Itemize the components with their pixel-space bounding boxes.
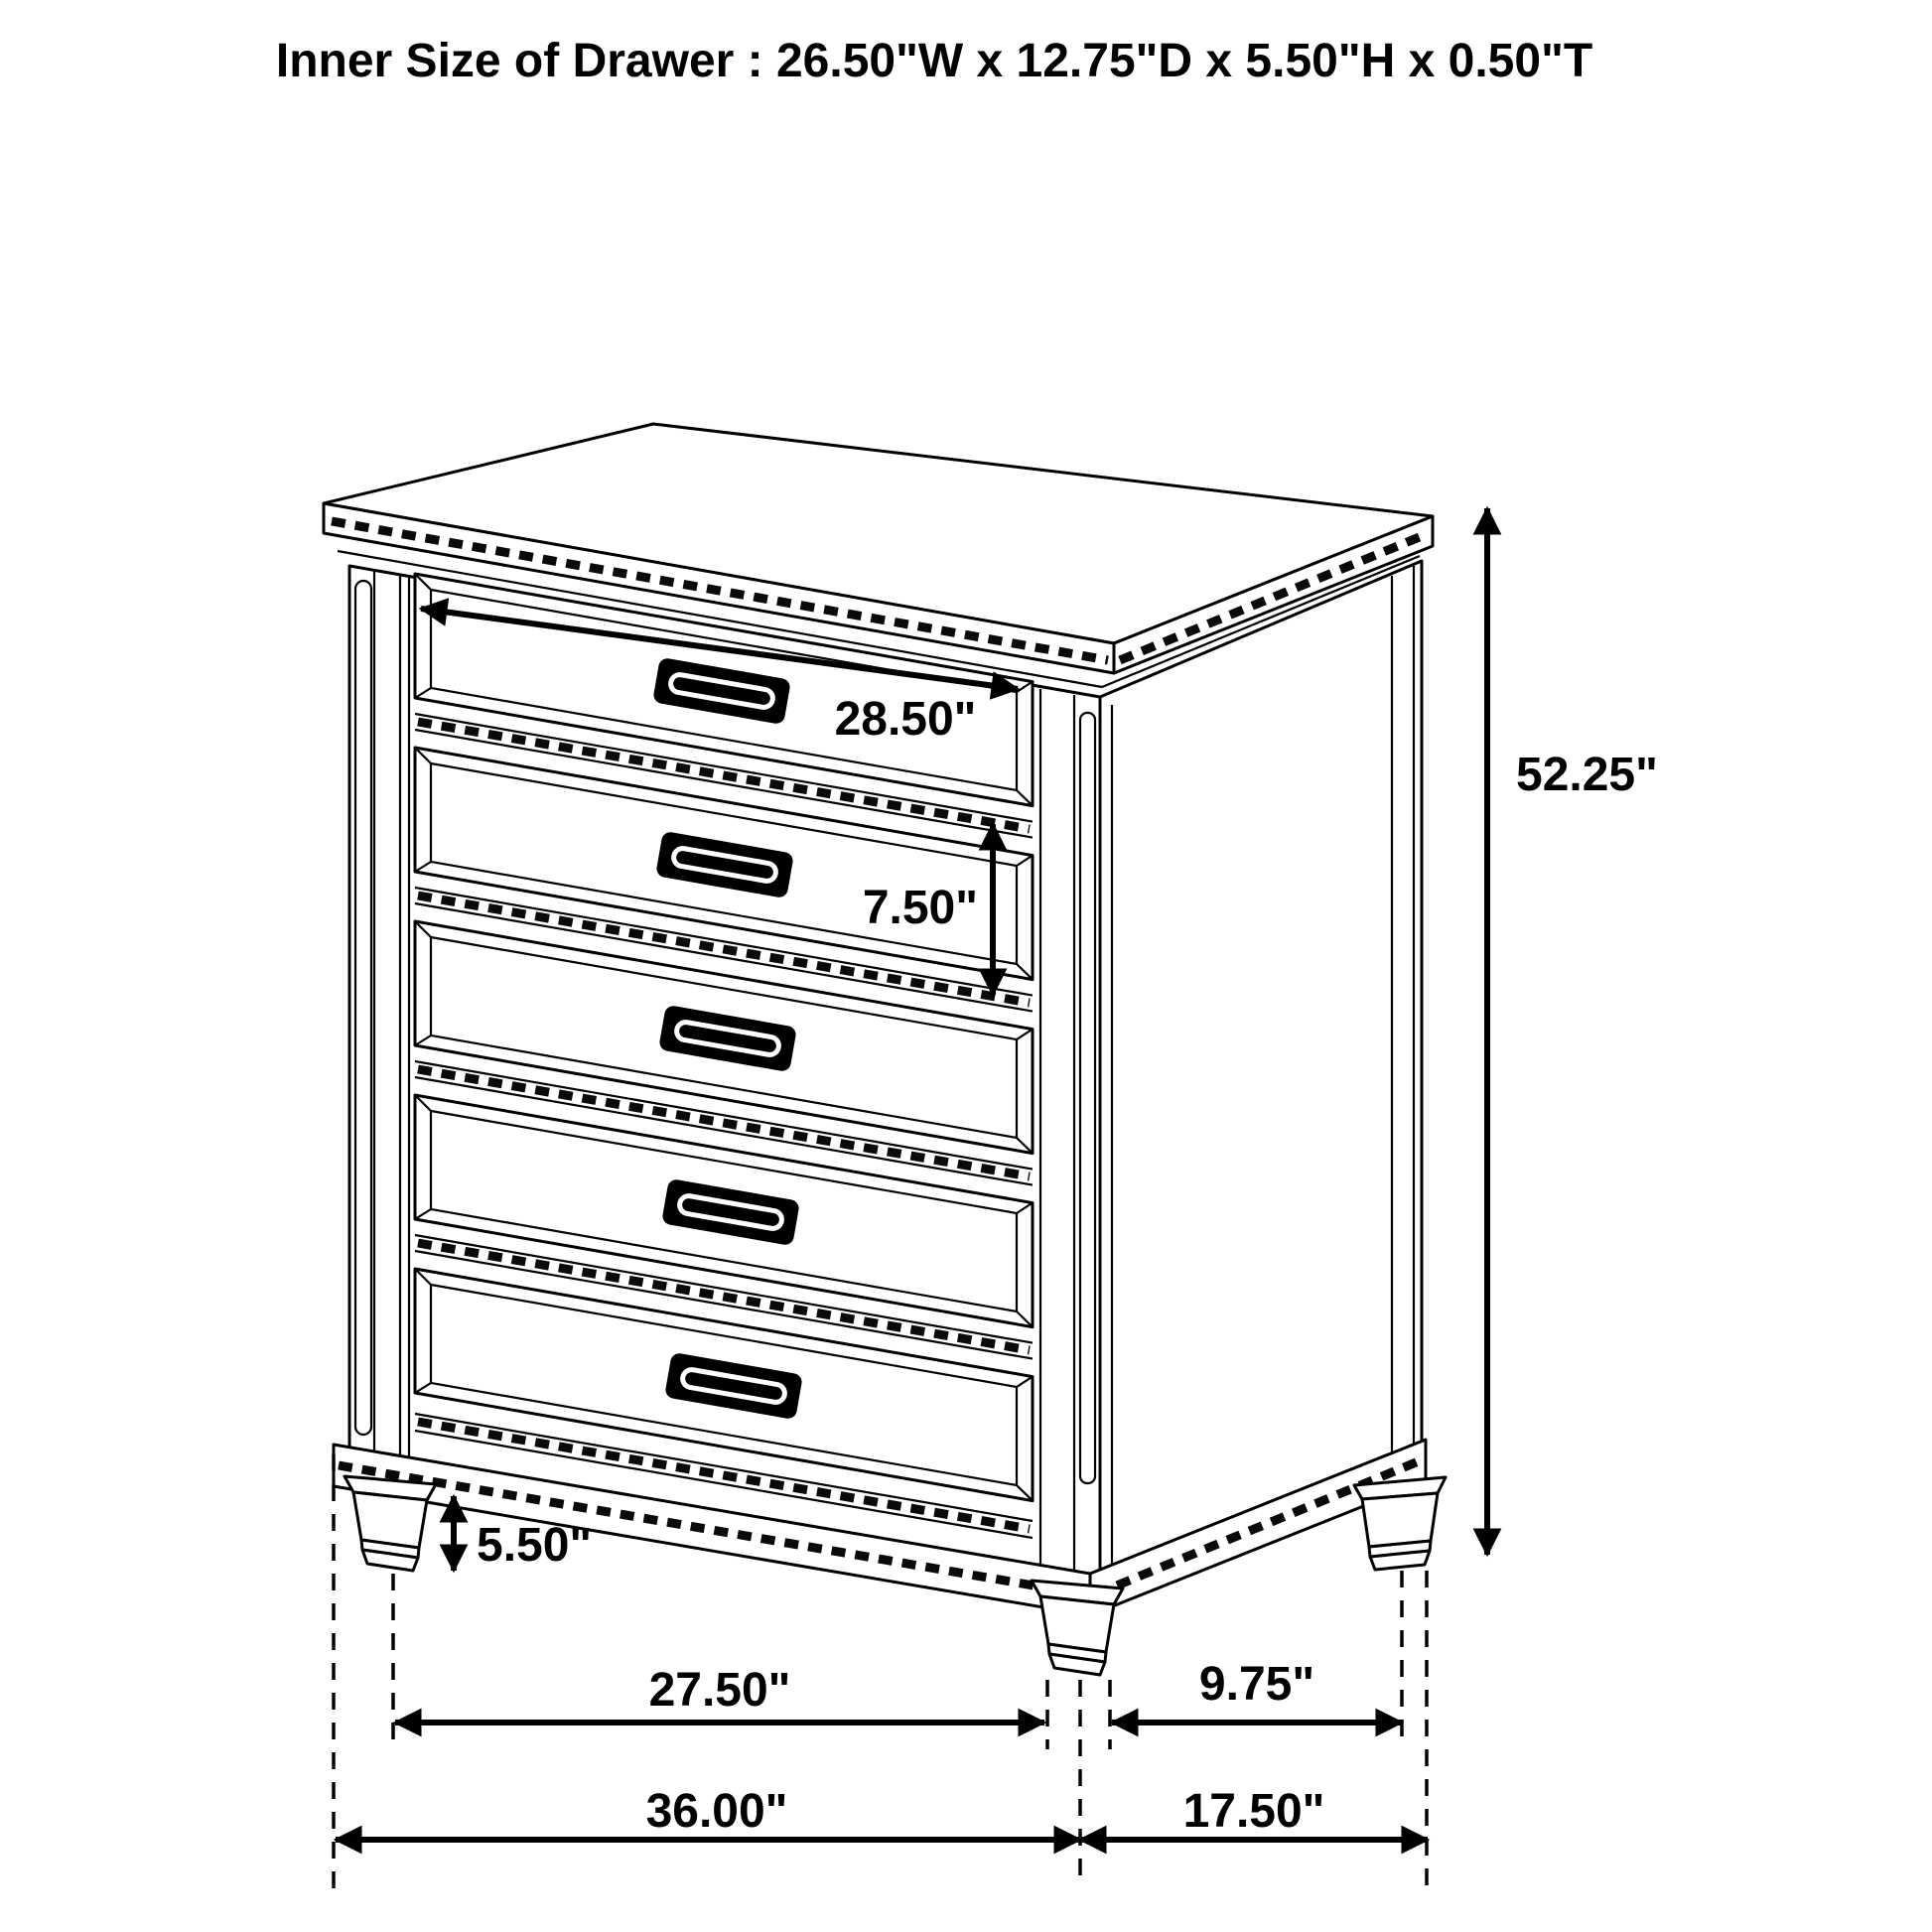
- dim-overall-width-label: 36.00": [645, 1785, 788, 1838]
- dim-overall-depth-label: 17.50": [1182, 1785, 1325, 1838]
- chest-illustration: [324, 424, 1446, 1675]
- front-right-leg: [1032, 1581, 1123, 1675]
- rear-right-leg: [1354, 1477, 1446, 1570]
- dim-drawer-front-height-label: 7.50": [862, 882, 978, 934]
- dim-overall-height-label: 52.25": [1516, 749, 1658, 801]
- front-left-leg: [345, 1476, 436, 1571]
- dim-front-width-between-legs-label: 27.50": [648, 1664, 791, 1717]
- dim-overall-depth: [1080, 1785, 1428, 1840]
- dim-drawer-front-width-label: 28.50": [834, 693, 977, 746]
- dim-leg-height-label: 5.50": [477, 1519, 593, 1572]
- dim-side-depth-between-legs: [1112, 1658, 1402, 1723]
- dim-overall-height: [1487, 508, 1658, 1555]
- dim-overall-width: [336, 1785, 1080, 1840]
- dim-side-depth-between-legs-label: 9.75": [1198, 1658, 1315, 1711]
- page-title: Inner Size of Drawer : 26.50"W x 12.75"D x 5.50"H x 0.50"T: [275, 35, 1593, 87]
- dim-front-width-between-legs: [395, 1664, 1044, 1723]
